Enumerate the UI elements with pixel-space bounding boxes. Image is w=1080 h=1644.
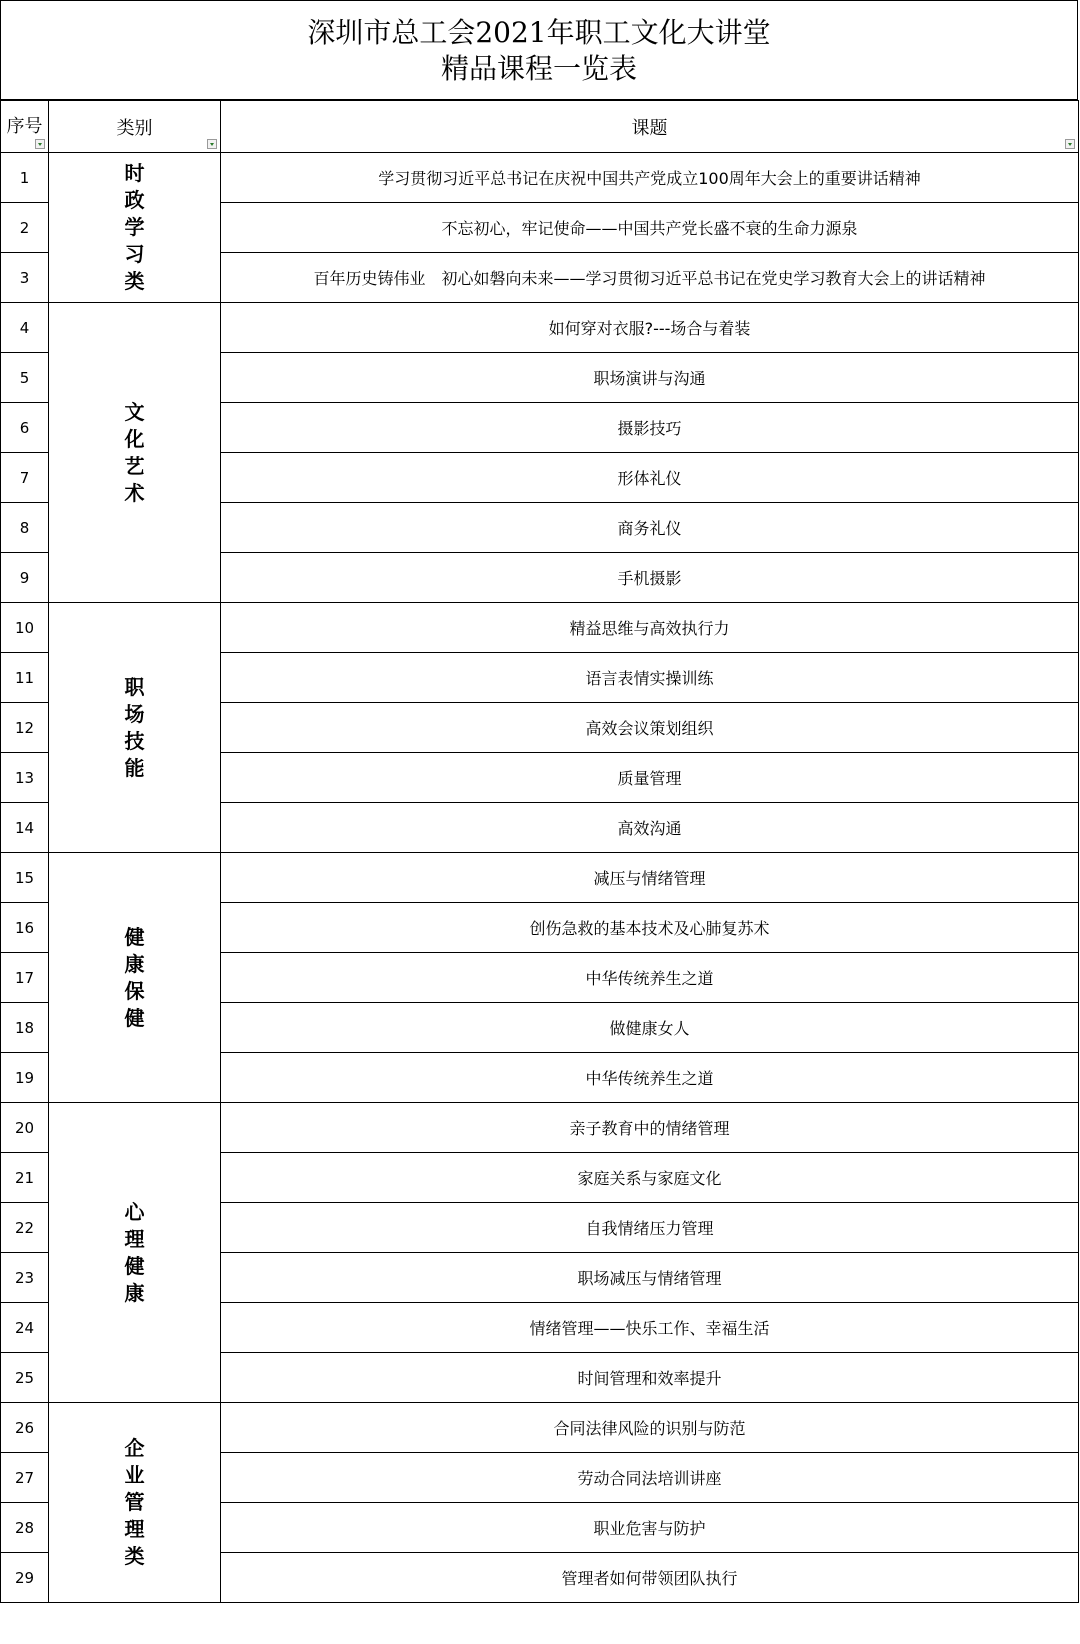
row-topic: 手机摄影: [221, 553, 1079, 603]
row-seq: 29: [1, 1553, 49, 1603]
row-seq: 11: [1, 653, 49, 703]
category-cell: [49, 303, 221, 603]
table-row: [1, 603, 1079, 653]
row-topic: 质量管理: [221, 753, 1079, 803]
row-seq: 7: [1, 453, 49, 503]
row-seq: 5: [1, 353, 49, 403]
category-label: 健康保健: [124, 924, 145, 1030]
table-body: [1, 153, 1079, 1603]
header-topic: [221, 101, 1079, 153]
table-row: [1, 153, 1079, 203]
row-topic: 学习贯彻习近平总书记在庆祝中国共产党成立100周年大会上的重要讲话精神: [221, 153, 1079, 203]
row-topic: 合同法律风险的识别与防范: [221, 1403, 1079, 1453]
page-title: 深圳市总工会2021年职工文化大讲堂: [307, 16, 771, 49]
row-seq: 2: [1, 203, 49, 253]
row-seq: 17: [1, 953, 49, 1003]
header-seq-label: 序号: [6, 115, 43, 137]
row-topic: 摄影技巧: [221, 403, 1079, 453]
row-topic: 职场减压与情绪管理: [221, 1253, 1079, 1303]
row-seq: 21: [1, 1153, 49, 1203]
row-seq: 1: [1, 153, 49, 203]
header-category-label: 类别: [116, 117, 153, 139]
row-topic: 创伤急救的基本技术及心肺复苏术: [221, 903, 1079, 953]
row-topic: 减压与情绪管理: [221, 853, 1079, 903]
row-topic: 管理者如何带领团队执行: [221, 1553, 1079, 1603]
category-label: 心理健康: [124, 1199, 145, 1305]
row-seq: 13: [1, 753, 49, 803]
title-block: [0, 0, 1078, 100]
row-topic: 语言表情实操训练: [221, 653, 1079, 703]
header-row: [1, 101, 1079, 153]
row-topic: 家庭关系与家庭文化: [221, 1153, 1079, 1203]
row-topic: 如何穿对衣服?---场合与着装: [221, 303, 1079, 353]
row-topic: 亲子教育中的情绪管理: [221, 1103, 1079, 1153]
row-topic: 做健康女人: [221, 1003, 1079, 1053]
row-topic: 高效会议策划组织: [221, 703, 1079, 753]
row-seq: 15: [1, 853, 49, 903]
row-seq: 6: [1, 403, 49, 453]
row-seq: 26: [1, 1403, 49, 1453]
row-seq: 9: [1, 553, 49, 603]
row-seq: 19: [1, 1053, 49, 1103]
row-seq: 20: [1, 1103, 49, 1153]
row-topic: 不忘初心，牢记使命——中国共产党长盛不衰的生命力源泉: [221, 203, 1079, 253]
category-cell: [49, 1103, 221, 1403]
row-topic: 自我情绪压力管理: [221, 1203, 1079, 1253]
row-seq: 8: [1, 503, 49, 553]
filter-dropdown-icon[interactable]: [1065, 139, 1075, 149]
category-label: 时政学习类: [124, 161, 145, 293]
category-cell: [49, 1403, 221, 1603]
row-seq: 10: [1, 603, 49, 653]
table-row: [1, 853, 1079, 903]
row-seq: 27: [1, 1453, 49, 1503]
row-topic: 时间管理和效率提升: [221, 1353, 1079, 1403]
row-seq: 12: [1, 703, 49, 753]
row-topic: 精益思维与高效执行力: [221, 603, 1079, 653]
filter-dropdown-icon[interactable]: [207, 139, 217, 149]
header-topic-label: 课题: [631, 117, 668, 139]
course-table: [0, 100, 1079, 1603]
row-topic: 百年历史铸伟业 初心如磐向未来——学习贯彻习近平总书记在党史学习教育大会上的讲话精神: [221, 253, 1079, 303]
row-seq: 23: [1, 1253, 49, 1303]
category-label: 职场技能: [124, 674, 145, 780]
row-seq: 16: [1, 903, 49, 953]
category-cell: [49, 153, 221, 303]
row-seq: 3: [1, 253, 49, 303]
table-row: [1, 1103, 1079, 1153]
category-label: 文化艺术: [124, 399, 145, 505]
row-topic: 商务礼仪: [221, 503, 1079, 553]
category-cell: [49, 853, 221, 1103]
filter-dropdown-icon[interactable]: [35, 139, 45, 149]
table-row: [1, 1403, 1079, 1453]
table-row: [1, 303, 1079, 353]
row-topic: 高效沟通: [221, 803, 1079, 853]
row-topic: 中华传统养生之道: [221, 1053, 1079, 1103]
category-cell: [49, 603, 221, 853]
row-seq: 14: [1, 803, 49, 853]
row-seq: 25: [1, 1353, 49, 1403]
category-label: 企业管理类: [124, 1436, 145, 1568]
row-topic: 劳动合同法培训讲座: [221, 1453, 1079, 1503]
row-topic: 形体礼仪: [221, 453, 1079, 503]
header-seq: [1, 101, 49, 153]
row-topic: 情绪管理——快乐工作、幸福生活: [221, 1303, 1079, 1353]
header-category: [49, 101, 221, 153]
row-seq: 4: [1, 303, 49, 353]
row-topic: 中华传统养生之道: [221, 953, 1079, 1003]
row-seq: 24: [1, 1303, 49, 1353]
row-seq: 22: [1, 1203, 49, 1253]
row-seq: 18: [1, 1003, 49, 1053]
row-topic: 职场演讲与沟通: [221, 353, 1079, 403]
row-topic: 职业危害与防护: [221, 1503, 1079, 1553]
page-subtitle: 精品课程一览表: [440, 52, 637, 85]
row-seq: 28: [1, 1503, 49, 1553]
